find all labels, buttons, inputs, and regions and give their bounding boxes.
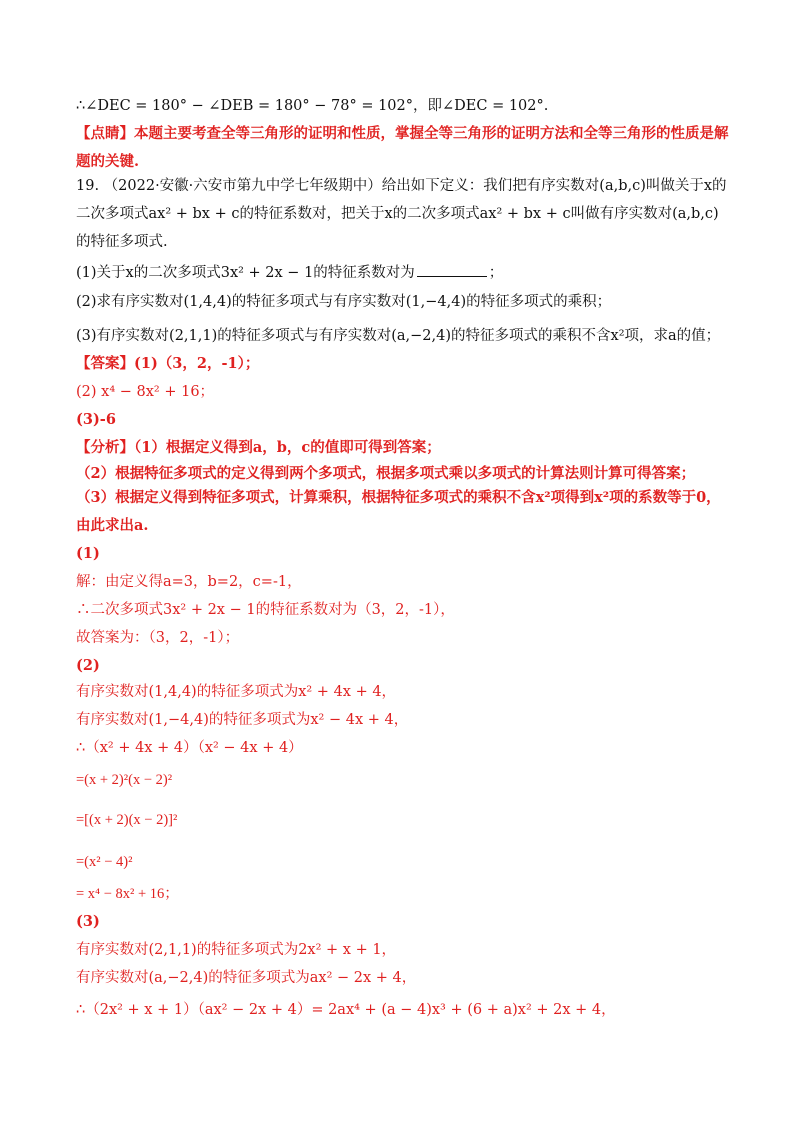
solution-3-step-3: ∴（2x² + x + 1）（ax² − 2x + 4）= 2ax⁴ + (a − 4)x³ + (6 + a)x² + 2x + 4， [76, 1002, 616, 1018]
problem-19-statement: 19. （2022·安徽·六安市第九中学七年级期中）给出如下定义：我们把有序实数对(a,b,c)叫做关于x的二次多项式ax² + bx + c的特征系数对，把关于x的二次多项式ax² + bx + c叫做有序实数对(a,b,c)的特征多项式. [76, 178, 727, 250]
solution-part-2-label: (2) [76, 657, 100, 674]
solution-part-1-label: (1) [76, 545, 100, 562]
solution-2-step-2: 有序实数对(1,−4,4)的特征多项式为x² − 4x + 4， [76, 712, 409, 728]
solution-2-step-5: =[(x + 2)(x − 2)]² [76, 812, 178, 828]
solution-2-step-6: =(x² − 4)² [76, 854, 133, 870]
solution-3-step-2: 有序实数对(a,−2,4)的特征多项式为ax² − 2x + 4， [76, 970, 417, 986]
subquestion-1 [76, 262, 730, 283]
subquestion-1-text: (1)关于x的二次多项式3x² + 2x − 1的特征系数对为 [76, 265, 415, 281]
answer-2: (2) x⁴ − 8x² + 16； [76, 384, 215, 400]
analysis-1: 【分析】（1）根据定义得到a，b，c的值即可得到答案； [76, 439, 441, 456]
solution-1-step-1: 解：由定义得a=3，b=2，c=-1， [76, 574, 302, 590]
solution-2-step-4: =(x + 2)²(x − 2)² [76, 772, 173, 788]
solution-3-step-1: 有序实数对(2,1,1)的特征多项式为2x² + x + 1， [76, 942, 397, 958]
analysis-2: （2）根据特征多项式的定义得到两个多项式，根据多项式乘以多项式的计算法则计算可得答案； [76, 465, 696, 482]
answer-3: (3)-6 [76, 411, 116, 428]
solution-2-step-1: 有序实数对(1,4,4)的特征多项式为x² + 4x + 4， [76, 684, 397, 700]
subquestion-3: (3)有序实数对(2,1,1)的特征多项式与有序实数对(a,−2,4)的特征多项式的乘积不含x²项，求a的值； [76, 328, 721, 344]
solution-2-step-3: ∴（x² + 4x + 4）（x² − 4x + 4） [76, 740, 303, 756]
solution-1-step-3: 故答案为：（3，2，-1）； [76, 630, 240, 646]
conclusion-line: ∴∠DEC = 180° − ∠DEB = 180° − 78° = 102°，即∠DEC = 102°. [76, 98, 549, 114]
solution-2-step-7: = x⁴ − 8x² + 16； [76, 886, 179, 902]
answer-blank [417, 262, 487, 277]
dianjing-note: 【点睛】本题主要考查全等三角形的证明和性质，掌握全等三角形的证明方法和全等三角形的性质是解题的关键. [76, 125, 729, 170]
solution-part-3-label: (3) [76, 913, 100, 930]
analysis-3: （3）根据定义得到特征多项式，计算乘积，根据特征多项式的乘积不含x²项得到x²项的系数等于0，由此求出a. [76, 489, 721, 534]
subquestion-1-end: ； [488, 265, 504, 281]
answer-1: 【答案】(1)（3，2，-1）； [76, 355, 260, 372]
subquestion-2: (2)求有序实数对(1,4,4)的特征多项式与有序实数对(1,−4,4)的特征多项式的乘积； [76, 294, 612, 310]
solution-1-step-2: ∴二次多项式3x² + 2x − 1的特征系数对为（3，2，-1）， [76, 602, 455, 618]
